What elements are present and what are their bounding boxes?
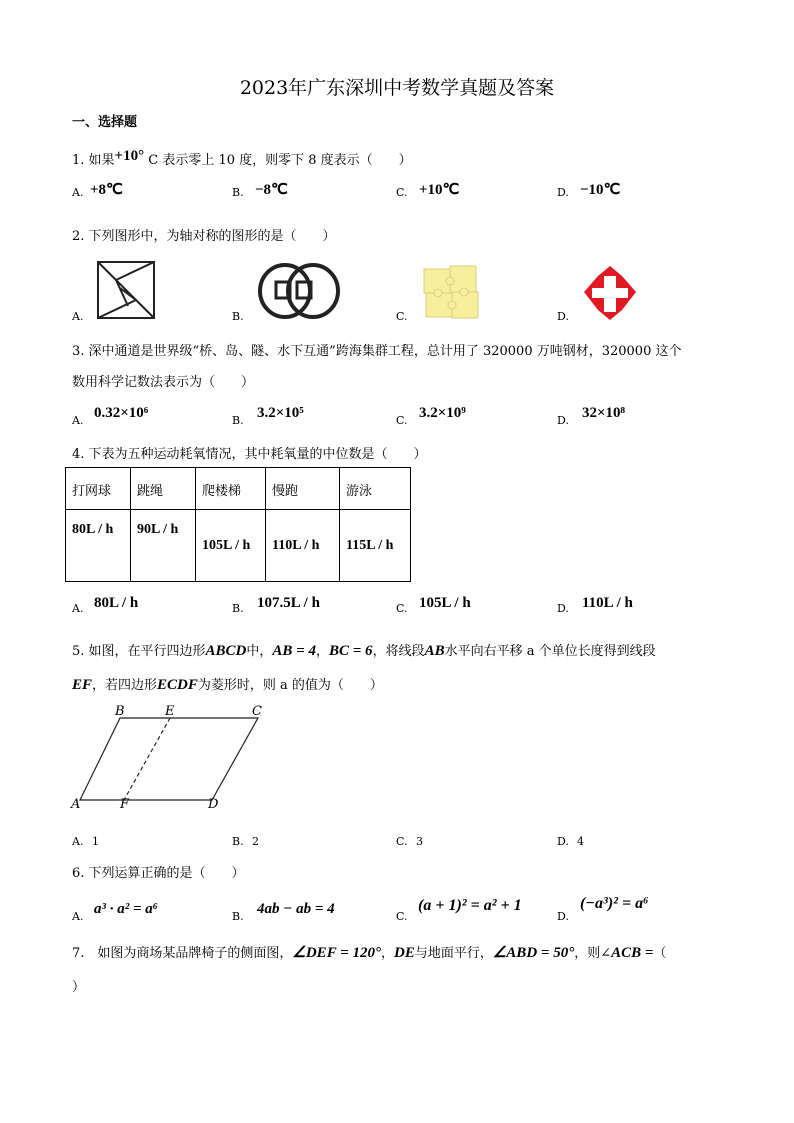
- text: 水平向右平移 a 个单位长度得到线段: [444, 644, 656, 659]
- table-cell: 90L / h: [131, 510, 196, 582]
- point-label: F: [120, 797, 130, 812]
- text: ，: [315, 644, 329, 659]
- math: BC = 6: [329, 643, 373, 659]
- question-1: [72, 149, 412, 169]
- question-7-line-2: ）: [72, 980, 86, 995]
- q5-option-d: 4: [577, 835, 584, 848]
- oxygen-table: [65, 467, 411, 582]
- option-label: A.: [72, 414, 84, 427]
- option-label: B.: [232, 414, 244, 427]
- table-cell: 115L / h: [340, 510, 411, 582]
- option-label: B.: [232, 910, 244, 923]
- math: ACB =: [611, 945, 654, 961]
- question-3-line-2: 数用科学记数法表示为（ ）: [72, 375, 255, 390]
- option-label: D.: [557, 835, 569, 848]
- q5-option-c: 3: [416, 835, 423, 848]
- option-label: A.: [72, 310, 84, 323]
- q3-option-c: 3.2×10⁹: [419, 405, 466, 421]
- table-header: 爬楼梯: [196, 468, 266, 510]
- coins-figure: [255, 262, 345, 320]
- question-5-line-2: [72, 674, 383, 694]
- q1-option-d: −10℃: [580, 182, 621, 198]
- option-label: A.: [72, 602, 84, 615]
- math: ∠DEF = 120°: [292, 945, 381, 961]
- math: DE: [394, 945, 415, 961]
- q4-option-b: 107.5L / h: [257, 595, 320, 611]
- question-2: 2. 下列图形中，为轴对称的图形的是（ ）: [72, 229, 336, 244]
- option-label: A.: [72, 835, 84, 848]
- question-5-line-1: [72, 640, 656, 660]
- q6-option-b: 4ab − ab = 4: [257, 901, 335, 917]
- section-heading: 一、选择题: [72, 115, 138, 130]
- option-label: D.: [557, 310, 569, 323]
- q5-option-a: 1: [92, 835, 99, 848]
- page-title: 2023年广东深圳中考数学真题及答案: [239, 77, 555, 99]
- q5-option-b: 2: [252, 835, 259, 848]
- text: 中，: [246, 644, 273, 659]
- option-label: C.: [396, 414, 408, 427]
- q3-option-b: 3.2×10⁵: [257, 405, 304, 421]
- point-label: A: [71, 797, 81, 812]
- option-label: D.: [557, 910, 569, 923]
- text: ，: [380, 946, 394, 961]
- table-header: 慢跑: [266, 468, 340, 510]
- point-label: C: [252, 704, 262, 719]
- square-pinwheel-figure: [90, 260, 156, 320]
- text: 为菱形时，则 a 的值为（ ）: [197, 678, 383, 693]
- q6-option-d: (−a³)² = a⁶: [580, 895, 649, 912]
- option-label: C.: [396, 602, 408, 615]
- option-label: B.: [232, 835, 244, 848]
- q1-text-post: C 表示零上 10 度，则零下 8 度表示（ ）: [148, 153, 412, 168]
- q3-option-d: 32×10⁸: [582, 405, 626, 421]
- q1-math: +10°: [114, 148, 145, 164]
- q4-option-d: 110L / h: [582, 595, 633, 611]
- question-3-line-1: 3. 深中通道是世界级“桥、岛、隧、水下互通”跨海集群工程，总计用了 320000 万吨钢材，320000 这个: [72, 344, 682, 359]
- table-header: 跳绳: [131, 468, 196, 510]
- question-6: 6. 下列运算正确的是（ ）: [72, 866, 245, 881]
- option-label: C.: [396, 310, 408, 323]
- point-label: D: [208, 797, 219, 812]
- math: EF: [72, 677, 93, 693]
- option-label: C.: [396, 910, 408, 923]
- option-label: D.: [557, 414, 569, 427]
- math: AB = 4: [272, 643, 316, 659]
- text: 5. 如图，在平行四边形: [72, 644, 206, 659]
- table-cell: 110L / h: [266, 510, 340, 582]
- table-cell: 105L / h: [196, 510, 266, 582]
- puzzle-figure: [420, 263, 484, 321]
- math: ECDF: [157, 677, 198, 693]
- q6-option-a: a³ · a² = a⁶: [94, 901, 159, 917]
- q1-option-b: −8℃: [255, 182, 288, 198]
- red-cross-figure: [582, 264, 638, 322]
- question-7-line-1: [72, 942, 666, 962]
- math: AB: [424, 643, 445, 659]
- option-label: A.: [72, 186, 84, 199]
- option-label: B.: [232, 602, 244, 615]
- text: （: [653, 946, 667, 961]
- point-label: E: [165, 704, 175, 719]
- option-label: C.: [396, 186, 408, 199]
- table-header-row: [66, 468, 411, 510]
- option-label: B.: [232, 310, 244, 323]
- text: 7. 如图为商场某品牌椅子的侧面图，: [72, 946, 293, 961]
- q1-option-a: +8℃: [90, 182, 123, 198]
- text: ，则∠: [574, 946, 612, 961]
- math: ABCD: [205, 643, 247, 659]
- option-label: C.: [396, 835, 408, 848]
- option-label: D.: [557, 602, 569, 615]
- q1-text: 1. 如果: [72, 153, 115, 168]
- q6-option-c: (a + 1)² = a² + 1: [418, 897, 522, 914]
- math: ∠ABD = 50°: [492, 945, 575, 961]
- q1-option-c: +10℃: [419, 182, 460, 198]
- option-label: A.: [72, 910, 84, 923]
- table-cell: 80L / h: [66, 510, 131, 582]
- option-label: B.: [232, 186, 244, 199]
- text: 与地面平行，: [414, 946, 493, 961]
- option-label: D.: [557, 186, 569, 199]
- table-header: 打网球: [66, 468, 131, 510]
- text: ，若四边形: [92, 678, 158, 693]
- table-row: [66, 510, 411, 582]
- text: ，将线段: [372, 644, 425, 659]
- point-label: B: [115, 704, 125, 719]
- table-header: 游泳: [340, 468, 411, 510]
- q4-option-a: 80L / h: [94, 595, 139, 611]
- q3-option-a: 0.32×10⁶: [94, 405, 149, 421]
- question-4: 4. 下表为五种运动耗氧情况，其中耗氧量的中位数是（ ）: [72, 447, 427, 462]
- q4-option-c: 105L / h: [419, 595, 471, 611]
